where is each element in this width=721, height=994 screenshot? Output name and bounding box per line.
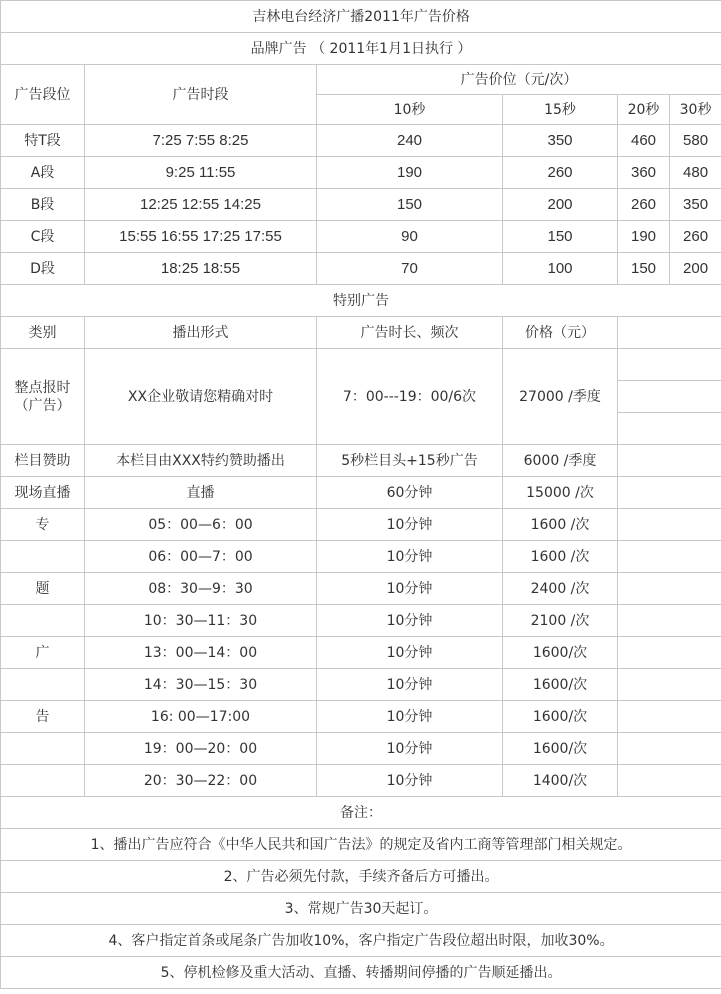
topic-price-cell: 1600 /次 bbox=[503, 541, 618, 573]
table-row bbox=[1, 445, 721, 477]
topic-price-cell: 1600/次 bbox=[503, 637, 618, 669]
price-cell: 260 bbox=[503, 157, 618, 189]
table-row bbox=[1, 125, 721, 157]
topic-category-char bbox=[1, 733, 85, 765]
time-cell: 9:25 11:55 bbox=[85, 157, 317, 189]
topic-price-cell: 1400/次 bbox=[503, 765, 618, 797]
price-cell: 480 bbox=[670, 157, 721, 189]
table-row bbox=[1, 605, 721, 637]
topic-price-cell: 1600 /次 bbox=[503, 509, 618, 541]
table-row bbox=[1, 349, 721, 381]
price-cell: 150 bbox=[618, 253, 670, 285]
table-row bbox=[1, 221, 721, 253]
topic-category-char: 广 bbox=[1, 637, 85, 669]
topic-category-char: 题 bbox=[1, 573, 85, 605]
topic-time-cell: 19：00—20：00 bbox=[85, 733, 317, 765]
time-cell: 7:25 7:55 8:25 bbox=[85, 125, 317, 157]
table-row bbox=[1, 509, 721, 541]
topic-category-char bbox=[1, 669, 85, 701]
topic-category-char: 告 bbox=[1, 701, 85, 733]
empty-cell bbox=[618, 381, 721, 413]
topic-length-cell: 10分钟 bbox=[317, 669, 503, 701]
segment-cell: A段 bbox=[1, 157, 85, 189]
topic-length-cell: 10分钟 bbox=[317, 573, 503, 605]
price-header: 广告价位（元/次） bbox=[317, 65, 721, 95]
topic-time-cell: 16: 00—17:00 bbox=[85, 701, 317, 733]
hourly-category-cell: 整点报时（广告） bbox=[1, 349, 85, 445]
table-row bbox=[1, 253, 721, 285]
empty-cell bbox=[618, 509, 721, 541]
time-cell: 12:25 12:55 14:25 bbox=[85, 189, 317, 221]
duration-header-30s: 30秒 bbox=[670, 95, 721, 125]
topic-time-cell: 08：30—9：30 bbox=[85, 573, 317, 605]
note-item: 3、常规广告30天起订。 bbox=[1, 893, 721, 925]
price-cell: 150 bbox=[317, 189, 503, 221]
price-cell: 100 bbox=[503, 253, 618, 285]
sponsor-price-cell: 6000 /季度 bbox=[503, 445, 618, 477]
empty-cell bbox=[618, 317, 721, 349]
empty-cell bbox=[618, 701, 721, 733]
brand-section-title: 品牌广告 （ 2011年1月1日执行 ） bbox=[1, 33, 721, 65]
topic-time-cell: 06：00—7：00 bbox=[85, 541, 317, 573]
length-header: 广告时长、频次 bbox=[317, 317, 503, 349]
topic-length-cell: 10分钟 bbox=[317, 637, 503, 669]
live-form-cell: 直播 bbox=[85, 477, 317, 509]
empty-cell bbox=[618, 445, 721, 477]
table-row bbox=[1, 637, 721, 669]
topic-category-char bbox=[1, 765, 85, 797]
segment-header: 广告段位 bbox=[1, 65, 85, 125]
table-row bbox=[1, 573, 721, 605]
topic-time-cell: 13：00—14：00 bbox=[85, 637, 317, 669]
empty-cell bbox=[618, 605, 721, 637]
note-item: 2、广告必须先付款，手续齐备后方可播出。 bbox=[1, 861, 721, 893]
price-cell: 190 bbox=[317, 157, 503, 189]
empty-cell bbox=[618, 669, 721, 701]
topic-price-cell: 1600/次 bbox=[503, 733, 618, 765]
hourly-length-cell: 7：00---19：00/6次 bbox=[317, 349, 503, 445]
table-row bbox=[1, 157, 721, 189]
price-cell: 70 bbox=[317, 253, 503, 285]
table-row bbox=[1, 701, 721, 733]
topic-price-cell: 1600/次 bbox=[503, 669, 618, 701]
sponsor-form-cell: 本栏目由XXX特约赞助播出 bbox=[85, 445, 317, 477]
table-row bbox=[1, 733, 721, 765]
hourly-form-cell: XX企业敬请您精确对时 bbox=[85, 349, 317, 445]
price-cell: 350 bbox=[670, 189, 721, 221]
time-cell: 18:25 18:55 bbox=[85, 253, 317, 285]
segment-cell: B段 bbox=[1, 189, 85, 221]
price-cell: 200 bbox=[670, 253, 721, 285]
duration-header-15s: 15秒 bbox=[503, 95, 618, 125]
price-cell: 260 bbox=[670, 221, 721, 253]
empty-cell bbox=[618, 477, 721, 509]
topic-category-char: 专 bbox=[1, 509, 85, 541]
empty-cell bbox=[618, 573, 721, 605]
topic-price-cell: 1600/次 bbox=[503, 701, 618, 733]
table-row bbox=[1, 669, 721, 701]
segment-cell: C段 bbox=[1, 221, 85, 253]
table-row bbox=[1, 765, 721, 797]
empty-cell bbox=[618, 765, 721, 797]
duration-header-10s: 10秒 bbox=[317, 95, 503, 125]
table-row bbox=[1, 189, 721, 221]
topic-category-char bbox=[1, 541, 85, 573]
price-cell: 190 bbox=[618, 221, 670, 253]
form-header: 播出形式 bbox=[85, 317, 317, 349]
price-cell: 460 bbox=[618, 125, 670, 157]
hourly-price-cell: 27000 /季度 bbox=[503, 349, 618, 445]
topic-category-char bbox=[1, 605, 85, 637]
topic-length-cell: 10分钟 bbox=[317, 765, 503, 797]
page-title: 吉林电台经济广播2011年广告价格 bbox=[1, 1, 721, 33]
segment-cell: D段 bbox=[1, 253, 85, 285]
sponsor-category-cell: 栏目赞助 bbox=[1, 445, 85, 477]
topic-length-cell: 10分钟 bbox=[317, 509, 503, 541]
empty-cell bbox=[618, 541, 721, 573]
topic-length-cell: 10分钟 bbox=[317, 701, 503, 733]
topic-time-cell: 10：30—11：30 bbox=[85, 605, 317, 637]
topic-length-cell: 10分钟 bbox=[317, 541, 503, 573]
price-cell: 200 bbox=[503, 189, 618, 221]
empty-cell bbox=[618, 637, 721, 669]
live-category-cell: 现场直播 bbox=[1, 477, 85, 509]
price-cell: 350 bbox=[503, 125, 618, 157]
live-price-cell: 15000 /次 bbox=[503, 477, 618, 509]
table-row bbox=[1, 477, 721, 509]
empty-cell bbox=[618, 349, 721, 381]
time-header: 广告时段 bbox=[85, 65, 317, 125]
note-item: 1、播出广告应符合《中华人民共和国广告法》的规定及省内工商等管理部门相关规定。 bbox=[1, 829, 721, 861]
empty-cell bbox=[618, 413, 721, 445]
topic-time-cell: 14：30—15：30 bbox=[85, 669, 317, 701]
price-cell: 150 bbox=[503, 221, 618, 253]
special-section-title: 特别广告 bbox=[1, 285, 721, 317]
special-price-header: 价格（元） bbox=[503, 317, 618, 349]
topic-price-cell: 2100 /次 bbox=[503, 605, 618, 637]
time-cell: 15:55 16:55 17:25 17:55 bbox=[85, 221, 317, 253]
category-header: 类别 bbox=[1, 317, 85, 349]
note-item: 5、停机检修及重大活动、直播、转播期间停播的广告顺延播出。 bbox=[1, 957, 721, 989]
sponsor-length-cell: 5秒栏目头+15秒广告 bbox=[317, 445, 503, 477]
table-row bbox=[1, 541, 721, 573]
notes-title: 备注： bbox=[1, 797, 721, 829]
topic-time-cell: 20：30—22：00 bbox=[85, 765, 317, 797]
price-cell: 360 bbox=[618, 157, 670, 189]
price-cell: 580 bbox=[670, 125, 721, 157]
topic-length-cell: 10分钟 bbox=[317, 733, 503, 765]
empty-cell bbox=[618, 733, 721, 765]
segment-cell: 特T段 bbox=[1, 125, 85, 157]
topic-length-cell: 10分钟 bbox=[317, 605, 503, 637]
price-cell: 90 bbox=[317, 221, 503, 253]
topic-time-cell: 05：00—6：00 bbox=[85, 509, 317, 541]
price-cell: 240 bbox=[317, 125, 503, 157]
live-length-cell: 60分钟 bbox=[317, 477, 503, 509]
topic-price-cell: 2400 /次 bbox=[503, 573, 618, 605]
note-item: 4、客户指定首条或尾条广告加收10%，客户指定广告段位超出时限，加收30%。 bbox=[1, 925, 721, 957]
duration-header-20s: 20秒 bbox=[618, 95, 670, 125]
price-cell: 260 bbox=[618, 189, 670, 221]
